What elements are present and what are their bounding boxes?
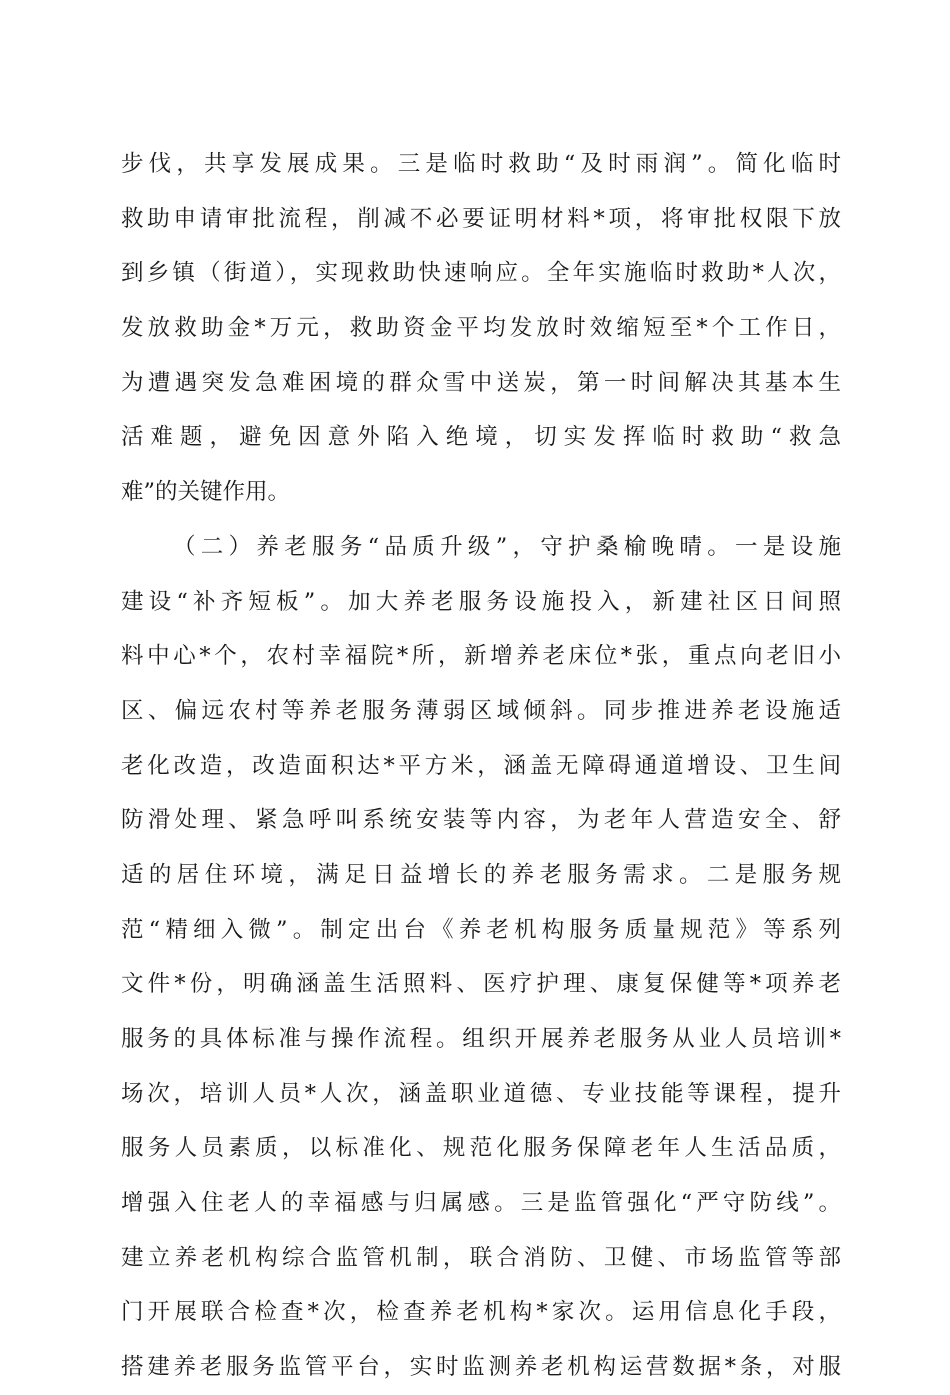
text-line: 建立养老机构综合监管机制，联合消防、卫健、市场监管等部 <box>121 1244 841 1271</box>
text-line: 活难题，避免因意外陷入绝境，切实发挥临时救助“救急 <box>121 424 841 451</box>
text-line: 到乡镇（街道），实现救助快速响应。全年实施临时救助*人次， <box>121 260 841 287</box>
body-text <box>121 137 841 1395</box>
text-line: 料中心*个，农村幸福院*所，新增养老床位*张，重点向老旧小 <box>121 643 841 670</box>
text-line: 为遭遇突发急难困境的群众雪中送炭，第一时间解决其基本生 <box>121 369 841 396</box>
text-line: 服务人员素质，以标准化、规范化服务保障老年人生活品质， <box>121 1135 841 1162</box>
text-line: 防滑处理、紧急呼叫系统安装等内容，为老年人营造安全、舒 <box>121 807 841 834</box>
text-line: 步伐，共享发展成果。三是临时救助“及时雨润”。简化临时 <box>121 151 841 177</box>
text-line: 老化改造，改造面积达*平方米，涵盖无障碍通道增设、卫生间 <box>121 752 841 779</box>
text-line: 区、偏远农村等养老服务薄弱区域倾斜。同步推进养老设施适 <box>121 697 841 724</box>
text-line: 难”的关键作用。 <box>121 479 291 506</box>
text-line: 救助申请审批流程，削减不必要证明材料*项，将审批权限下放 <box>121 205 841 232</box>
text-line: 适的居住环境，满足日益增长的养老服务需求。二是服务规 <box>121 861 841 888</box>
text-line: 范“精细入微”。制定出台《养老机构服务质量规范》等系列 <box>121 916 841 943</box>
text-line: 发放救助金*万元，救助资金平均发放时效缩短至*个工作日， <box>121 315 841 342</box>
section-heading-line: （二）养老服务“品质升级”，守护桑榆晚晴。一是设施 <box>173 533 841 560</box>
text-line: 建设“补齐短板”。加大养老服务设施投入，新建社区日间照 <box>121 588 841 615</box>
text-line: 搭建养老服务监管平台，实时监测养老机构运营数据*条，对服 <box>121 1354 841 1381</box>
text-line: 服务的具体标准与操作流程。组织开展养老服务从业人员培训* <box>121 1026 841 1052</box>
text-line: 场次，培训人员*人次，涵盖职业道德、专业技能等课程，提升 <box>121 1080 841 1107</box>
text-line: 门开展联合检查*次，检查养老机构*家次。运用信息化手段， <box>121 1299 841 1326</box>
text-line: 增强入住老人的幸福感与归属感。三是监管强化“严守防线”。 <box>121 1190 841 1217</box>
text-line: 文件*份，明确涵盖生活照料、医疗护理、康复保健等*项养老 <box>121 971 841 998</box>
